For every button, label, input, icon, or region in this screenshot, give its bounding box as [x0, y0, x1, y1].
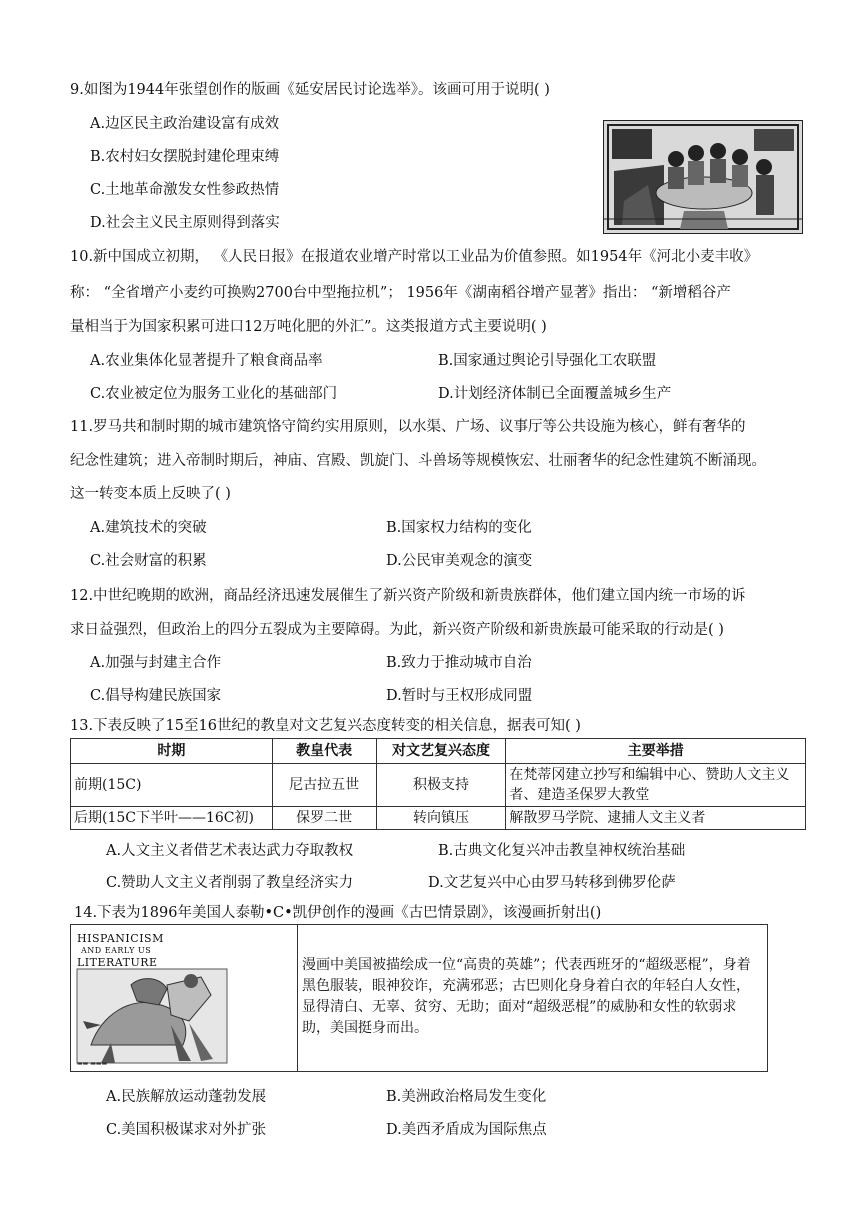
q12-option-d: D.暂时与王权形成同盟 — [386, 688, 533, 704]
q10-stem-line-1: 10.新中国成立初期， 《人民日报》在报道农业增产时常以工业品为价值参照。如1954年《河北小麦丰收》 — [70, 249, 759, 265]
q10-option-b: B.国家通过舆论引导强化工农联盟 — [438, 353, 657, 369]
woodcut-print-image — [603, 120, 803, 234]
q13-table — [70, 738, 806, 830]
q14-caption: 漫画中美国被描绘成一位“高贵的英雄”；代表西班牙的“超级恶棍”，身着黑色服装，眼神狡诈，充满邪恶；古巴则化身身着白衣的年轻白人女性，显得清白、无辜、贫穷、无助；面对“超级恶棍”的威胁和女性的软弱求助，美国挺身而出。 — [302, 957, 751, 1036]
q13-header-period: 时期 — [71, 739, 273, 764]
q11-stem-line-1: 11.罗马共和制时期的城市建筑恪守简约实用原则，以水渠、广场、议事厅等公共设施为核心，鲜有奢华的 — [70, 419, 746, 435]
q11-option-c: C.社会财富的积累 — [90, 553, 207, 569]
q14-option-c: C.美国积极谋求对外扩张 — [106, 1122, 267, 1138]
q10-option-c: C.农业被定位为服务工业化的基础部门 — [90, 386, 338, 402]
q9-option-b: B.农村妇女摆脱封建伦理束缚 — [90, 149, 280, 165]
q13-table-header-row — [71, 739, 806, 764]
q12-stem-line-1: 12.中世纪晚期的欧洲，商品经济迅速发展催生了新兴资产阶级和新贵族群体，他们建立国内统一市场的诉 — [70, 588, 746, 604]
q13-cell-period: 前期(15C) — [71, 764, 273, 807]
cartoon-footer-mark: ▬▬ ▬▬▬ — [77, 1060, 108, 1067]
q13-cell-attitude: 转向镇压 — [376, 807, 506, 830]
q11-stem-line-3: 这一转变本质上反映了( ) — [70, 486, 231, 502]
q13-header-measures: 主要举措 — [506, 739, 806, 764]
cartoon-illustration — [71, 925, 297, 1071]
q12-option-b: B.致力于推动城市自治 — [386, 655, 532, 671]
q9-option-a: A.边区民主政治建设富有成效 — [90, 116, 280, 132]
q10-stem-line-2: 称： “全省增产小麦约可换购2700台中型拖拉机”； 1956年《湖南稻谷增产显著》指出： “新增稻谷产 — [70, 285, 731, 301]
q9-option-c: C.土地革命激发女性参政热情 — [90, 182, 280, 198]
q14-option-b: B.美洲政治格局发生变化 — [386, 1089, 547, 1105]
table-row — [71, 807, 806, 830]
q12-option-c: C.倡导构建民族国家 — [90, 688, 222, 704]
q11-option-d: D.公民审美观念的演变 — [386, 553, 533, 569]
q13-option-a: A.人文主义者借艺术表达武力夺取教权 — [106, 843, 354, 859]
woodcut-illustration — [604, 121, 802, 233]
q14-stem: 14.下表为1896年美国人泰勒•C•凯伊创作的漫画《古巴情景剧》，该漫画折射出() — [74, 905, 602, 921]
q9-option-d: D.社会主义民主原则得到落实 — [90, 215, 280, 231]
q13-cell-measures: 在梵蒂冈建立抄写和编辑中心、赞助人文主义者、建造圣保罗大教堂 — [506, 764, 806, 807]
q14-table — [70, 924, 768, 1072]
q12-stem-line-2: 求日益强烈，但政治上的四分五裂成为主要障碍。为此，新兴资产阶级和新贵族最可能采取的行动是( ) — [70, 622, 724, 638]
q13-header-attitude: 对文艺复兴态度 — [376, 739, 506, 764]
q12-option-a: A.加强与封建主合作 — [90, 655, 222, 671]
q14-option-a: A.民族解放运动蓬勃发展 — [106, 1089, 267, 1105]
q13-cell-pope: 尼古拉五世 — [272, 764, 376, 807]
q11-option-a: A.建筑技术的突破 — [90, 520, 207, 536]
q11-stem-line-2: 纪念性建筑；进入帝制时期后，神庙、宫殿、凯旋门、斗兽场等规模恢宏、壮丽奢华的纪念性建筑不断涌现。 — [70, 453, 766, 469]
q13-cell-attitude: 积极支持 — [376, 764, 506, 807]
q13-option-c: C.赞助人文主义者削弱了教皇经济实力 — [106, 875, 354, 891]
q11-option-b: B.国家权力结构的变化 — [386, 520, 532, 536]
q13-stem: 13.下表反映了15至16世纪的教皇对文艺复兴态度转变的相关信息，据表可知( ) — [70, 718, 581, 734]
q10-option-d: D.计划经济体制已全面覆盖城乡生产 — [438, 386, 672, 402]
q13-cell-period: 后期(15C下半叶——16C初) — [71, 807, 273, 830]
table-row — [71, 764, 806, 807]
q10-stem-line-3: 量相当于为国家积累可进口12万吨化肥的外汇”。这类报道方式主要说明( ) — [70, 319, 547, 335]
q13-option-d: D.文艺复兴中心由罗马转移到佛罗伦萨 — [428, 875, 676, 891]
q13-header-pope: 教皇代表 — [272, 739, 376, 764]
cartoon-image — [71, 925, 298, 1071]
cartoon-book-title: HISPANICISM AND EARLY US LITERATURE — [77, 932, 164, 969]
q14-option-d: D.美西矛盾成为国际焦点 — [386, 1122, 547, 1138]
q13-cell-pope: 保罗二世 — [272, 807, 376, 830]
q13-cell-measures: 解散罗马学院、逮捕人文主义者 — [506, 807, 806, 830]
q10-option-a: A.农业集体化显著提升了粮食商品率 — [90, 353, 323, 369]
q9-stem: 9.如图为1944年张望创作的版画《延安居民讨论选举》。该画可用于说明( ) — [70, 82, 550, 98]
q13-option-b: B.古典文化复兴冲击教皇神权统治基础 — [438, 843, 686, 859]
